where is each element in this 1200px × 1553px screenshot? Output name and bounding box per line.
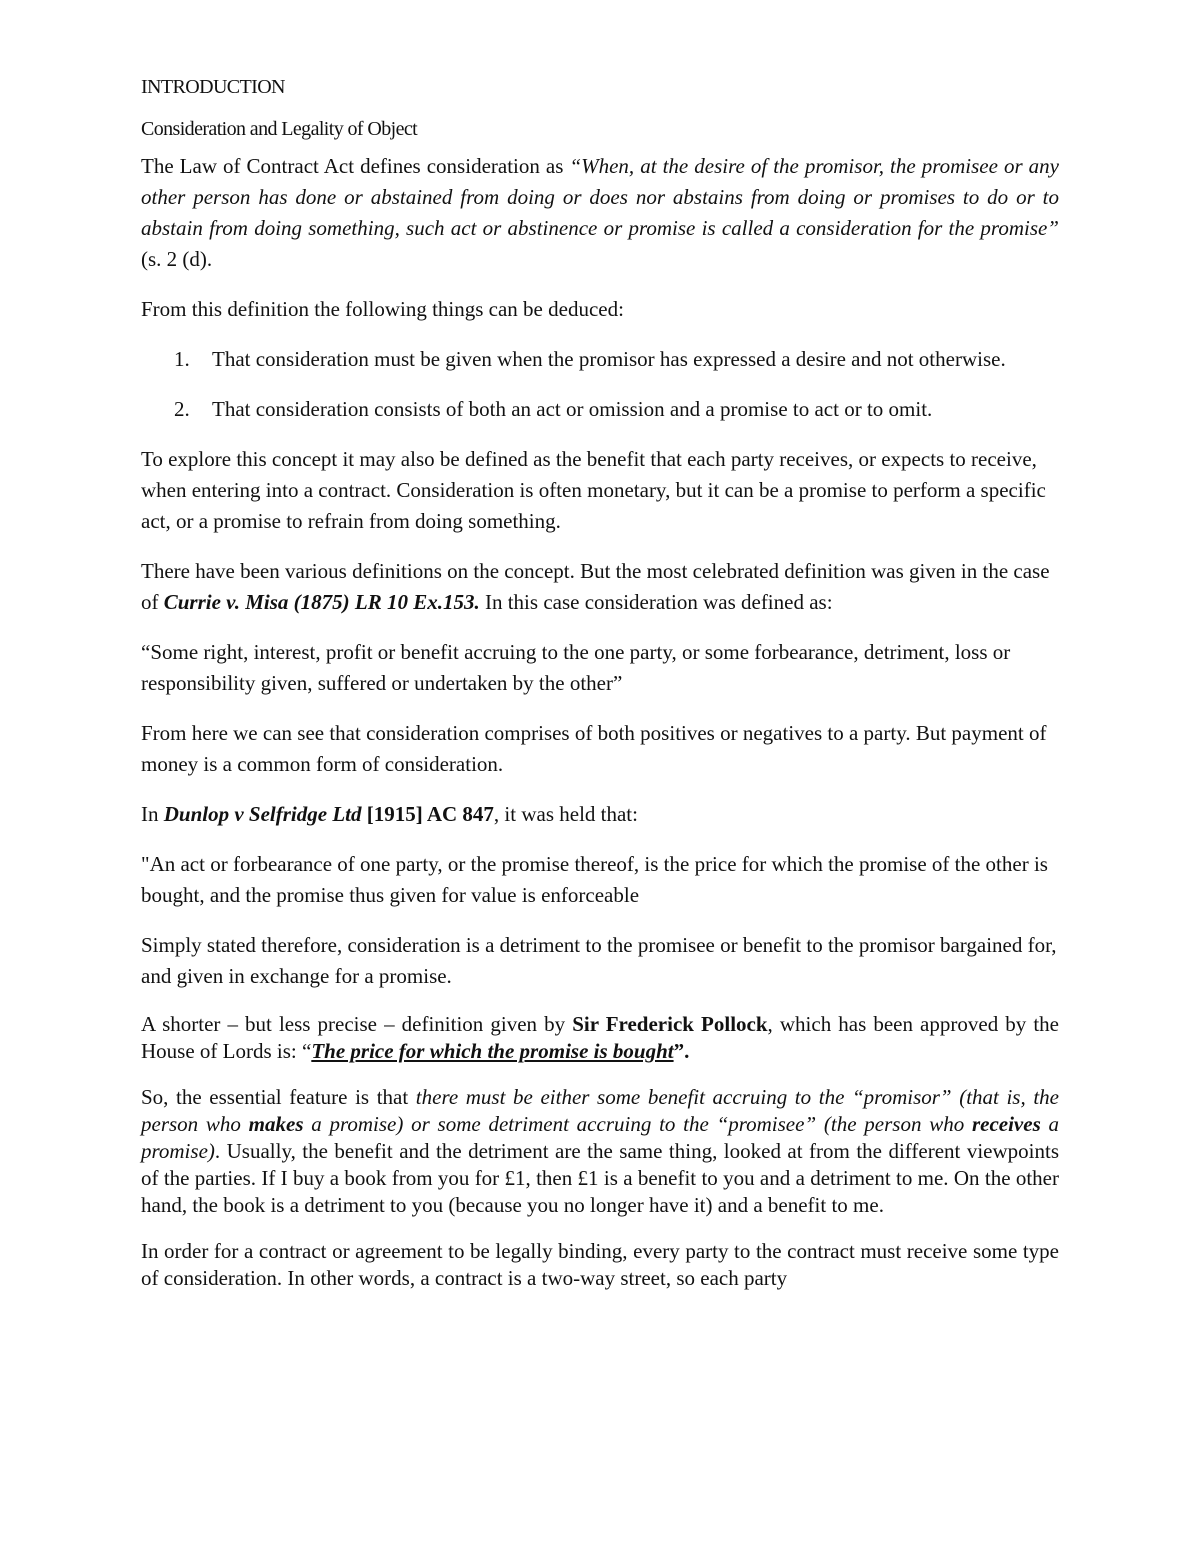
list-text: That consideration must be given when the promisor has expressed a desire and not otherwise. <box>212 347 1006 371</box>
paragraph-pollock: A shorter – but less precise – definition given by Sir Frederick Pollock, which has been approved by the House of Lords is: “The price for which the promise is bought”. <box>141 1012 1059 1063</box>
paragraph-dunlop: In Dunlop v Selfridge Ltd [1915] AC 847, it was held that: <box>141 802 638 826</box>
person-name: Sir Frederick Pollock <box>572 1012 768 1036</box>
paragraph-definition: The Law of Contract Act defines consideration as “When, at the desire of the promisor, the promisee or any other person has done or abstained from doing or does nor abstains from doing or promises to do or to abstain from doing something, such act or abstinence or promise is called a consideration for the promise” (s. 2 (d). <box>141 154 1060 271</box>
list-number: 2. <box>174 397 190 421</box>
case-name: Dunlop v Selfridge Ltd <box>163 802 362 826</box>
paragraph-essential-feature: So, the essential feature is that there must be either some benefit accruing to the “promisor” (that is, the person who makes a promise) or some detriment accruing to the “promisee” (the person who receives a promise). Usually, the benefit and the detriment are the same thing, looked at from the different viewpoints of the parties. If I buy a book from you for £1, then £1 is a benefit to you and a detriment to me. On the other hand, the book is a detriment to you (because you no longer have it) and a benefit to me. <box>141 1085 1059 1217</box>
list-item <box>141 344 1059 375</box>
paragraph-deduced: From this definition the following things can be deduced: <box>141 297 624 321</box>
document-subheading: Consideration and Legality of Object <box>141 118 418 140</box>
document-heading: INTRODUCTION <box>141 76 285 98</box>
paragraph-currie-quote: “Some right, interest, profit or benefit accruing to the one party, or some forbearance, detriment, loss or responsibility given, suffered or undertaken by the other” <box>141 640 1011 695</box>
paragraph-definitions: There have been various definitions on the concept. But the most celebrated definition was given in the case of Currie v. Misa (1875) LR 10 Ex.153. In this case consideration was defined as: <box>141 559 1050 614</box>
list-item <box>141 394 1059 425</box>
statutory-definition-quote: “When, at the desire of the promisor, the promisee or any other person has done or abstained from doing or does nor abstains from doing or promises to do or to abstain from doing something, such act or abstinence or promise is called a consideration for the promise” <box>141 154 1060 240</box>
case-citation: [1915] AC 847 <box>361 802 494 826</box>
pollock-quote: The price for which the promise is bought <box>311 1039 674 1063</box>
document-page <box>141 74 1059 1292</box>
case-citation: Currie v. Misa (1875) LR 10 Ex.153. <box>163 590 480 614</box>
emphasis-makes: makes <box>248 1112 304 1136</box>
emphasis-receives: receives <box>971 1112 1041 1136</box>
list-number: 1. <box>174 347 190 371</box>
list-text: That consideration consists of both an act or omission and a promise to act or to omit. <box>212 397 933 421</box>
paragraph-simply-stated: Simply stated therefore, consideration is a detriment to the promisee or benefit to the promisor bargained for, and given in exchange for a promise. <box>141 933 1057 988</box>
paragraph-binding: In order for a contract or agreement to be legally binding, every party to the contract must receive some type of consideration. In other words, a contract is a two-way street, so each party <box>141 1239 1059 1290</box>
paragraph-explore: To explore this concept it may also be defined as the benefit that each party receives, or expects to receive, when entering into a contract. Consideration is often monetary, but it can be a promise to perform a specific act, or a promise to refrain from doing something. <box>141 447 1046 533</box>
paragraph-positives: From here we can see that consideration comprises of both positives or negatives to a party. But payment of money is a common form of consideration. <box>141 721 1047 776</box>
deduction-list <box>141 344 1059 425</box>
paragraph-dunlop-quote: "An act or forbearance of one party, or the promise thereof, is the price for which the promise of the other is bought, and the promise thus given for value is enforceable <box>141 852 1048 907</box>
